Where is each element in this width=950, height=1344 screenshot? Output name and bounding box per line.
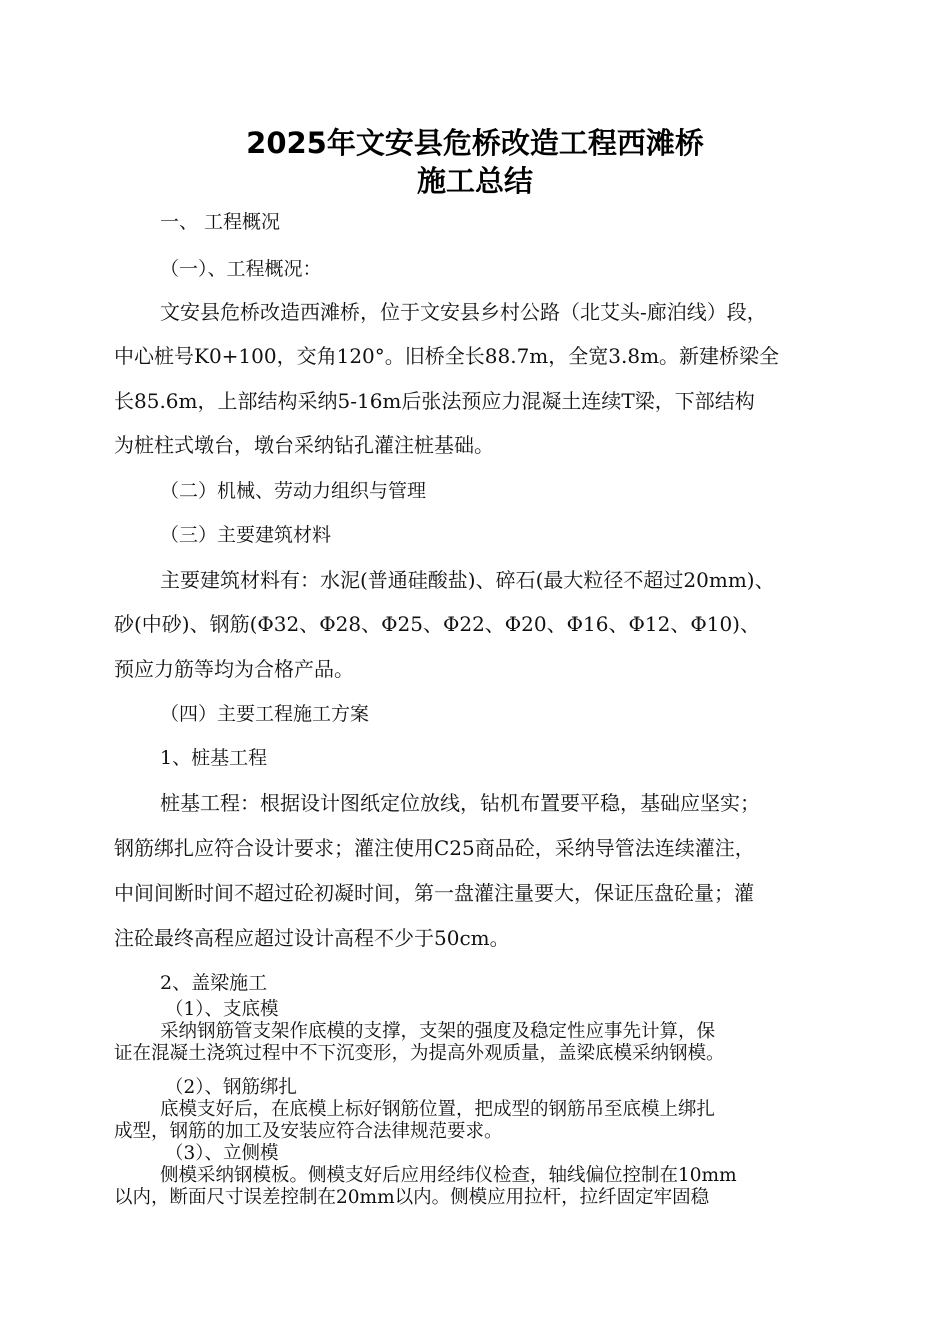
item-heading: 2、盖梁施工 xyxy=(160,972,268,994)
paragraph-line: 中心桩号K0+100，交角120°。旧桥全长88.7m，全宽3.8m。新建桥梁全 xyxy=(114,344,780,368)
subsection-heading: （四）主要工程施工方案 xyxy=(160,703,370,725)
paragraph-line: 以内，断面尺寸误差控制在20mm以内。侧模应用拉杆，拉纤固定牢固稳 xyxy=(114,1187,710,1208)
paragraph-line: 砂(中砂)、钢筋(Φ32、Φ28、Φ25、Φ22、Φ20、Φ16、Φ12、Φ10)、 xyxy=(114,612,760,636)
subsection-heading: （二）机械、劳动力组织与管理 xyxy=(160,480,427,502)
paragraph-line: 采纳钢筋管支架作底模的支撑，支架的强度及稳定性应事先计算，保 xyxy=(160,1021,716,1042)
subsection-heading: （一）、工程概况： xyxy=(160,258,322,280)
item-heading: （3）、立侧模 xyxy=(165,1143,279,1164)
paragraph-line: 桩基工程：根据设计图纸定位放线，钻机布置要平稳，基础应坚实； xyxy=(160,791,760,815)
section-heading: 一、 工程概况 xyxy=(160,211,281,233)
paragraph-line: 侧模采纳钢模板。侧模支好后应用经纬仪检查，轴线偏位控制在10mm xyxy=(160,1165,737,1186)
paragraph-line: 底模支好后，在底模上标好钢筋位置，把成型的钢筋吊至底模上绑扎 xyxy=(160,1099,716,1120)
paragraph-line: 中间间断时间不超过砼初凝时间，第一盘灌注量要大，保证压盘砼量；灌 xyxy=(114,881,754,905)
paragraph-line: 钢筋绑扎应符合设计要求；灌注使用C25商品砼，采纳导管法连续灌注， xyxy=(114,836,755,860)
item-heading: （1）、支底模 xyxy=(165,999,279,1020)
paragraph-line: 文安县危桥改造西滩桥，位于文安县乡村公路（北艾头-廊泊线）段， xyxy=(160,300,767,324)
item-heading: （2）、钢筋绑扎 xyxy=(165,1077,298,1098)
document-title-line2: 施工总结 xyxy=(416,164,533,198)
subsection-heading: （三）主要建筑材料 xyxy=(160,524,332,546)
item-heading: 1、桩基工程 xyxy=(160,747,268,769)
paragraph-line: 证在混凝土浇筑过程中不下沉变形，为提高外观质量，盖梁底模采纳钢模。 xyxy=(114,1043,725,1064)
paragraph-line: 成型，钢筋的加工及安装应符合法律规范要求。 xyxy=(114,1121,503,1142)
document-title-line1: 2025年文安县危桥改造工程西滩桥 xyxy=(246,126,704,160)
paragraph-line: 主要建筑材料有：水泥(普通硅酸盐)、碎石(最大粒径不超过20mm)、 xyxy=(160,568,775,592)
paragraph-line: 注砼最终高程应超过设计高程不少于50cm。 xyxy=(114,926,510,950)
paragraph-line: 长85.6m，上部结构采纳5-16m后张法预应力混凝土连续T梁，下部结构 xyxy=(114,389,755,413)
paragraph-line: 为桩柱式墩台，墩台采纳钻孔灌注桩基础。 xyxy=(114,433,494,457)
paragraph-line: 预应力筋等均为合格产品。 xyxy=(114,657,354,681)
